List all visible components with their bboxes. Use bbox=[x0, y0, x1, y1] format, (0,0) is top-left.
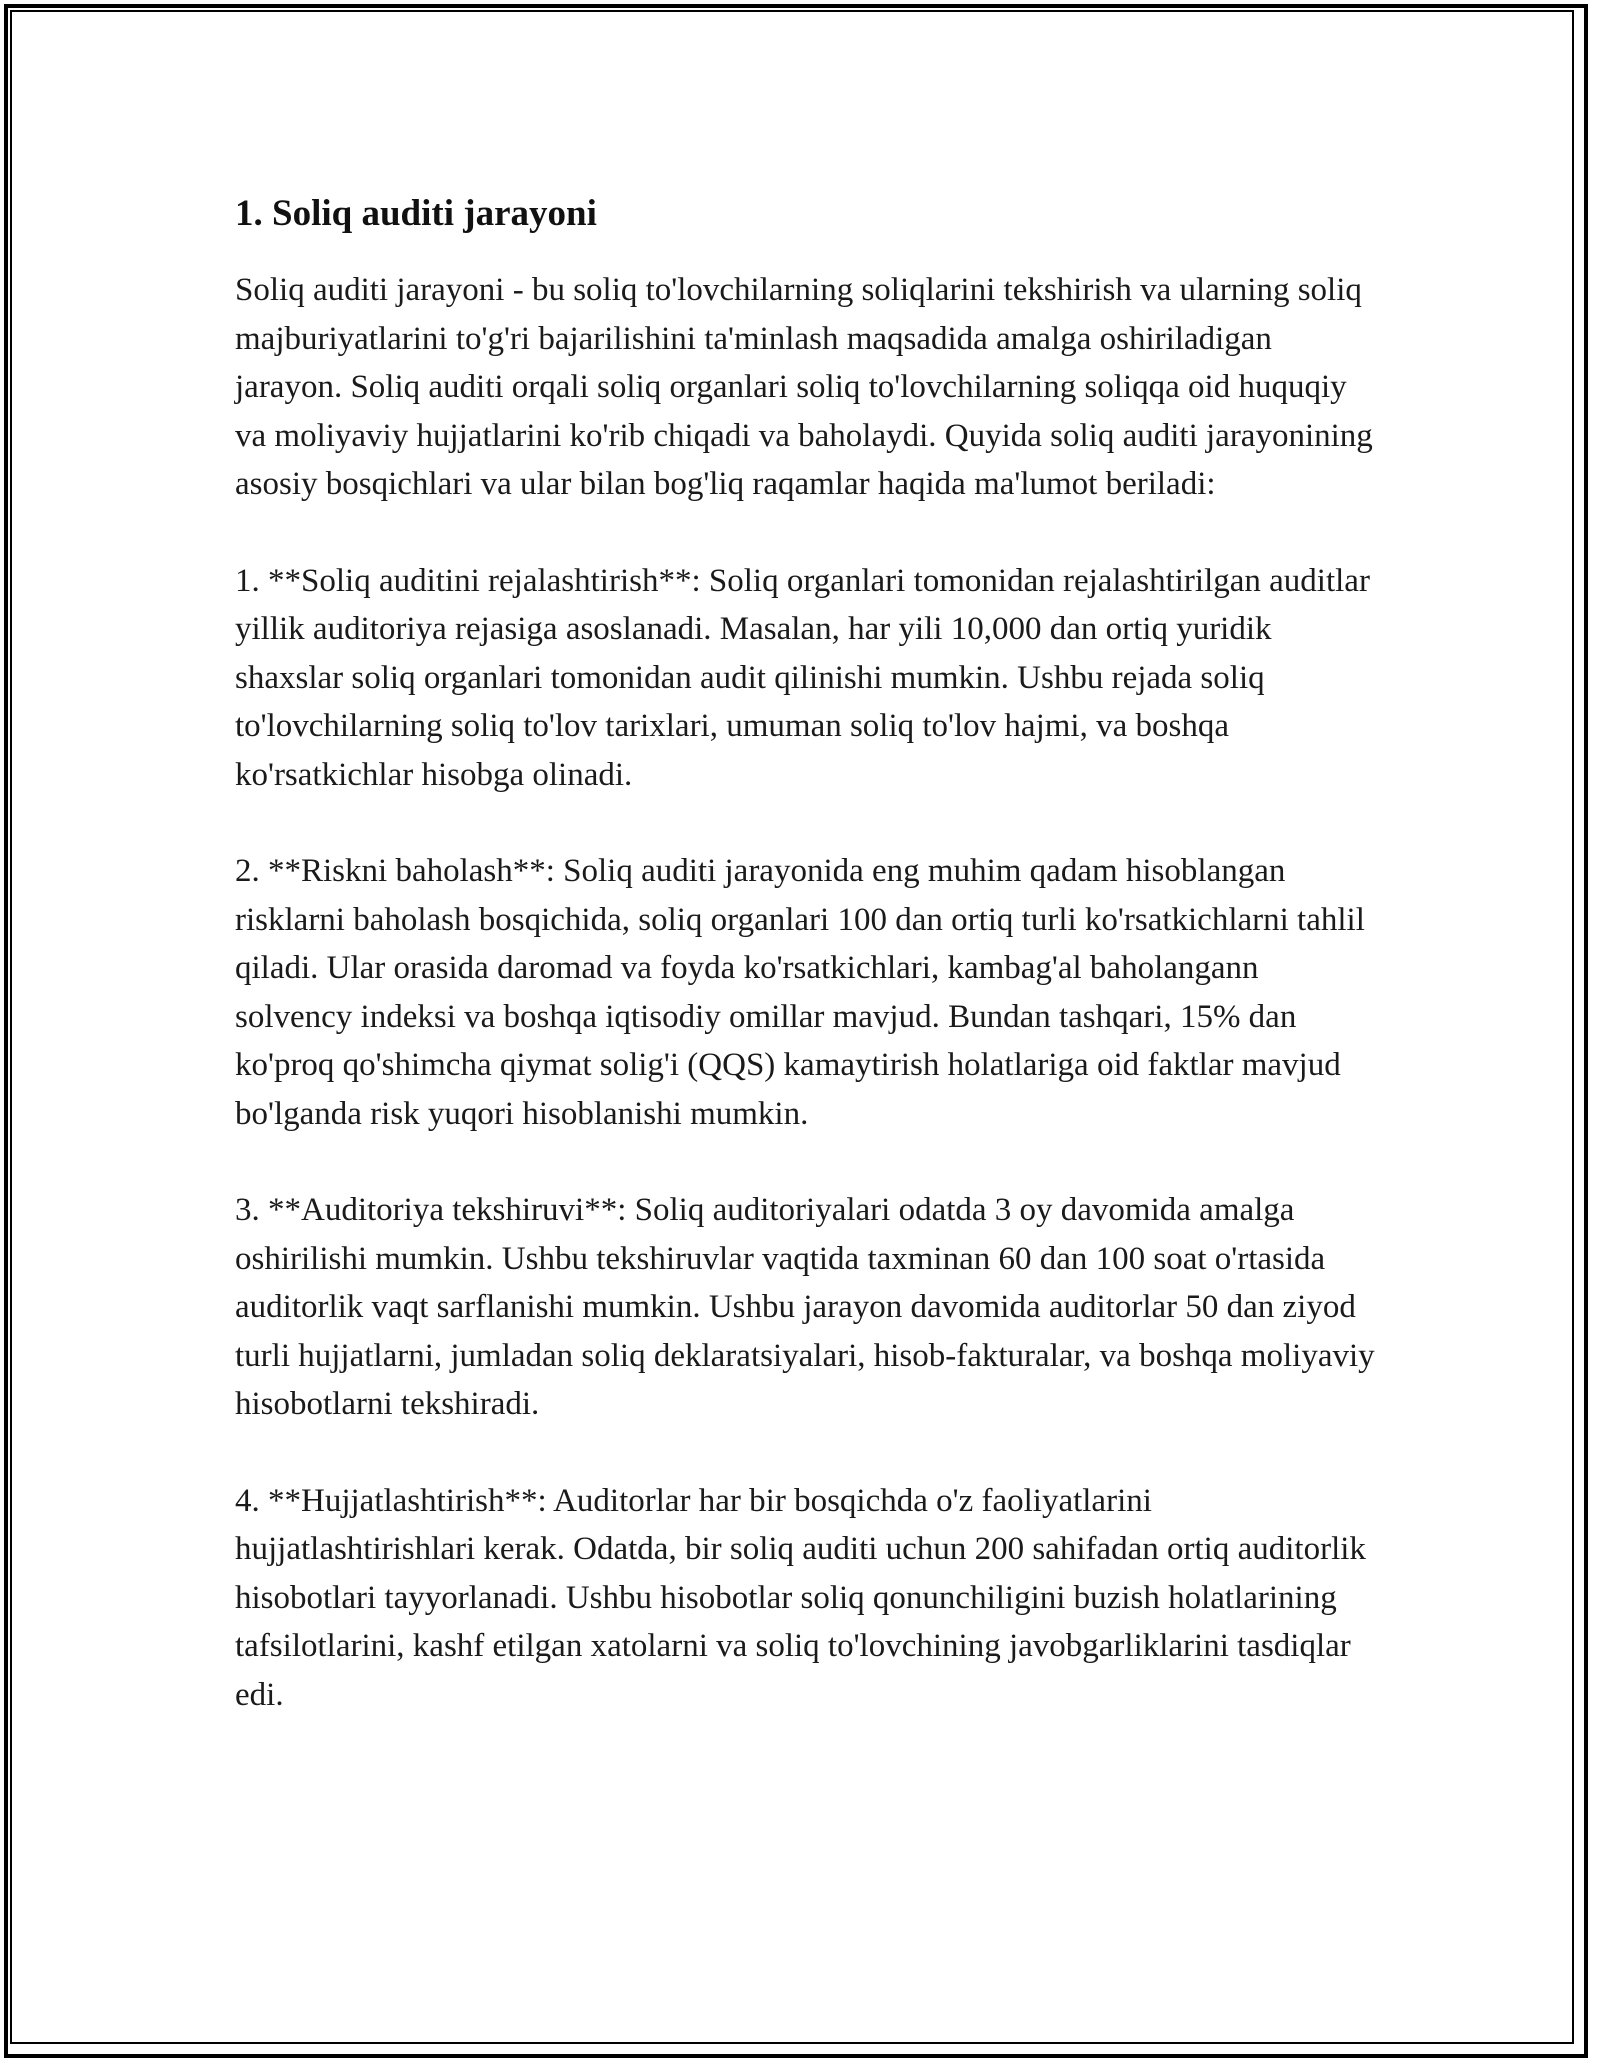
step-2-paragraph: 2. **Riskni baholash**: Soliq auditi jarayonida eng muhim qadam hisoblangan risklarni baholash bosqichida, soliq organlari 100 dan ortiq turli ko'rsatkichlarni tahlil qiladi. Ular orasida daromad va foyda ko'rsatkichlari, kambag'al baholangann solvency indeksi va boshqa iqtisodiy omillar mavjud. Bundan tashqari, 15% dan ko'proq qo'shimcha qiymat solig'i (QQS) kamaytirish holatlariga oid faktlar mavjud bo'lganda risk yuqori hisoblanishi mumkin. bbox=[235, 853, 1365, 1132]
section-title: 1. Soliq auditi jarayoni bbox=[235, 193, 597, 234]
step-1-paragraph: 1. **Soliq auditini rejalashtirish**: Soliq organlari tomonidan rejalashtirilgan auditlar yillik auditoriya rejasiga asoslanadi. Masalan, har yili 10,000 dan ortiq yuridik shaxslar soliq organlari tomonidan audit qilinishi mumkin. Ushbu rejada soliq to'lovchilarning soliq to'lov tarixlari, umuman soliq to'lov hajmi, va boshqa ko'rsatkichlar hisobga olinadi. bbox=[235, 562, 1370, 793]
intro-paragraph: Soliq auditi jarayoni - bu soliq to'lovchilarning soliqlarini tekshirish va ularning soliq majburiyatlarini to'g'ri bajarilishini ta'minlash maqsadida amalga oshiriladigan jarayon. Soliq auditi orqali soliq organlari soliq to'lovchilarning soliqqa oid huquqiy va moliyaviy hujjatlarini ko'rib chiqadi va baholaydi. Quyida soliq auditi jarayonining asosiy bosqichlari va ular bilan bog'liq raqamlar haqida ma'lumot beriladi: bbox=[235, 272, 1373, 502]
document-body bbox=[235, 188, 1375, 1767]
step-3-paragraph: 3. **Auditoriya tekshiruvi**: Soliq auditoriyalari odatda 3 oy davomida amalga oshirilishi mumkin. Ushbu tekshiruvlar vaqtida taxminan 60 dan 100 soat o'rtasida auditorlik vaqt sarflanishi mumkin. Ushbu jarayon davomida auditorlar 50 dan ziyod turli hujjatlarni, jumladan soliq deklaratsiyalari, hisob-fakturalar, va boshqa moliyaviy hisobotlarni tekshiradi. bbox=[235, 1192, 1375, 1422]
step-4-paragraph: 4. **Hujjatlashtirish**: Auditorlar har bir bosqichda o'z faoliyatlarini hujjatlashtirishlari kerak. Odatda, bir soliq auditi uchun 200 sahifadan ortiq auditorlik hisobotlari tayyorlanadi. Ushbu hisobotlar soliq qonunchiligini buzish holatlarining tafsilotlarini, kashf etilgan xatolarni va soliq to'lovchining javobgarliklarini tasdiqlar edi. bbox=[235, 1482, 1366, 1713]
